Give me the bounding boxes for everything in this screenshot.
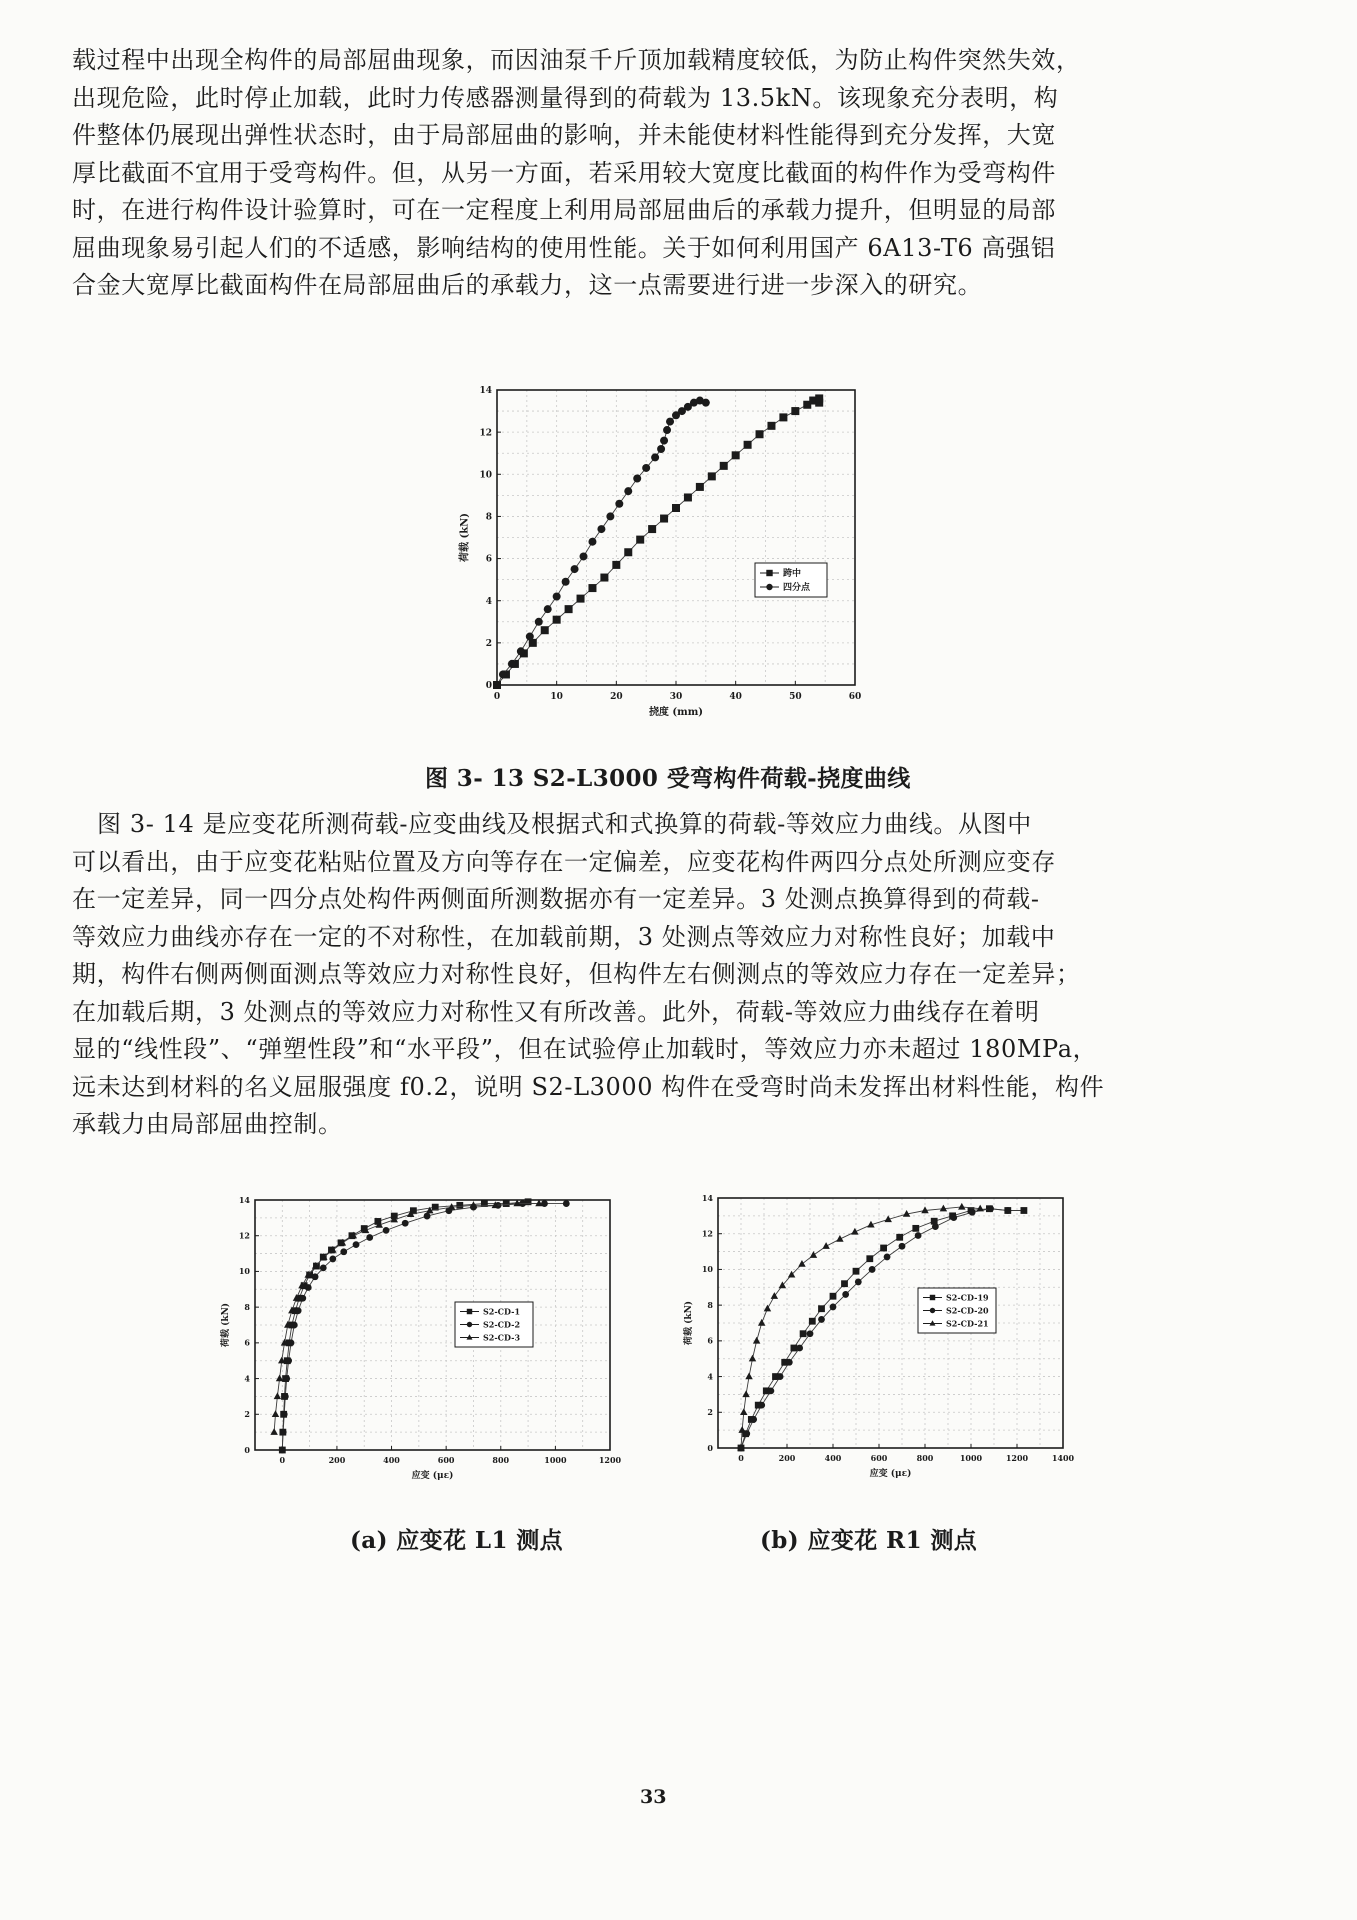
- text-line: 出现危险，此时停止加载，此时力传感器测量得到的荷载为 13.5kN。该现象充分表明，构: [72, 83, 1059, 112]
- y-tick-label: 14: [479, 386, 492, 397]
- data-point: [791, 407, 799, 415]
- data-point: [565, 605, 573, 613]
- legend: [455, 1302, 533, 1347]
- legend-marker: [467, 1322, 472, 1327]
- y-tick-label: 10: [701, 1264, 713, 1275]
- data-point: [745, 1372, 752, 1379]
- data-point: [657, 445, 665, 453]
- data-point: [553, 616, 561, 624]
- legend-label: S2-CD-20: [946, 1305, 989, 1316]
- data-point: [836, 1235, 843, 1242]
- data-point: [651, 453, 659, 461]
- y-axis-label: 荷载 (kN): [684, 1300, 695, 1346]
- data-point: [666, 418, 674, 426]
- data-point: [305, 1284, 312, 1291]
- data-point: [732, 451, 740, 459]
- data-point: [642, 464, 650, 472]
- data-point: [281, 1411, 288, 1418]
- data-point: [866, 1255, 873, 1262]
- text-line: 等效应力曲线亦存在一定的不对称性，在加载前期，3 处测点等效应力对称性良好；加载中: [72, 922, 1056, 951]
- x-tick-label: 0: [279, 1455, 286, 1465]
- y-tick-label: 12: [238, 1230, 250, 1241]
- data-point: [767, 422, 775, 430]
- x-axis: [494, 681, 861, 702]
- data-point: [285, 1357, 292, 1364]
- figure-3-14a-caption: (a) 应变花 L1 测点: [350, 1527, 564, 1554]
- data-point: [526, 633, 534, 641]
- y-tick-label: 4: [707, 1371, 713, 1382]
- y-tick-label: 14: [701, 1192, 713, 1203]
- data-point: [753, 1337, 760, 1344]
- y-tick-label: 12: [701, 1228, 713, 1239]
- figure-3-13-chart: [440, 380, 910, 735]
- data-point: [615, 500, 623, 508]
- data-point: [798, 1260, 805, 1267]
- data-point: [541, 626, 549, 634]
- data-point: [810, 1251, 817, 1258]
- data-point: [758, 1402, 765, 1409]
- data-point: [571, 565, 579, 573]
- text-line: 可以看出，由于应变花粘贴位置及方向等存在一定偏差，应变花构件两四分点处所测应变存: [72, 847, 1056, 876]
- y-tick-label: 0: [707, 1442, 713, 1453]
- x-tick-label: 50: [789, 692, 802, 702]
- data-point: [899, 1243, 906, 1250]
- data-point: [279, 1447, 286, 1454]
- data-point: [777, 1373, 784, 1380]
- data-point: [672, 504, 680, 512]
- legend: [918, 1288, 996, 1333]
- data-point: [288, 1339, 295, 1346]
- data-point: [987, 1205, 994, 1212]
- x-tick-label: 800: [916, 1453, 934, 1463]
- body-paragraph-1: [72, 42, 1190, 305]
- data-point: [535, 618, 543, 626]
- x-tick-label: 20: [610, 692, 623, 702]
- data-point: [768, 1387, 775, 1394]
- x-tick-label: 600: [437, 1455, 455, 1465]
- text-line: 屈曲现象易引起人们的不适感，影响结构的使用性能。关于如何利用国产 6A13-T6 高强铝: [72, 233, 1056, 262]
- figure-3-13-caption: 图 3- 13 S2-L3000 受弯构件荷载-挠度曲线: [425, 765, 911, 792]
- series-line: [497, 398, 819, 685]
- data-point: [915, 1232, 922, 1239]
- data-point: [624, 548, 632, 556]
- legend: [755, 563, 827, 597]
- data-point: [969, 1209, 976, 1216]
- data-point: [1021, 1207, 1028, 1214]
- legend-label: 跨中: [783, 569, 802, 580]
- y-tick-label: 6: [707, 1335, 713, 1346]
- legend-label: S2-CD-2: [483, 1319, 521, 1330]
- legend-marker: [467, 1309, 472, 1314]
- y-tick-label: 0: [485, 681, 492, 692]
- data-point: [270, 1428, 277, 1435]
- data-point: [702, 399, 710, 407]
- data-point: [580, 552, 588, 560]
- y-axis-label: 荷载 (kN): [459, 512, 471, 563]
- y-tick-label: 6: [485, 554, 492, 565]
- text-line: 承载力由局部屈曲控制。: [72, 1110, 343, 1138]
- x-tick-label: 600: [870, 1453, 888, 1463]
- page-number: 33: [640, 1786, 667, 1808]
- x-tick-label: 1000: [959, 1453, 983, 1463]
- data-point: [764, 1305, 771, 1312]
- data-point: [830, 1293, 837, 1300]
- legend-label: S2-CD-21: [946, 1318, 989, 1329]
- y-tick-label: 6: [244, 1337, 250, 1348]
- y-tick-label: 2: [244, 1409, 250, 1420]
- text-line: 件整体仍展现出弹性状态时，由于局部屈曲的影响，并未能使材料性能得到充分发挥，大宽: [72, 121, 1056, 149]
- x-tick-label: 60: [848, 692, 862, 702]
- data-point: [597, 525, 605, 533]
- data-point: [742, 1390, 749, 1397]
- data-point: [822, 1242, 829, 1249]
- x-tick-label: 1200: [598, 1455, 622, 1465]
- x-tick-label: 1200: [1005, 1453, 1029, 1463]
- data-point: [503, 1200, 510, 1207]
- x-axis: [738, 1444, 1074, 1463]
- x-axis-label: 应变 (με): [869, 1469, 912, 1479]
- data-point: [340, 1248, 347, 1255]
- data-point: [950, 1214, 957, 1221]
- data-point: [800, 1330, 807, 1337]
- x-tick-label: 800: [492, 1455, 510, 1465]
- x-tick-label: 40: [729, 692, 742, 702]
- data-point: [624, 487, 632, 495]
- data-point: [853, 1268, 860, 1275]
- data-point: [749, 1355, 756, 1362]
- data-point: [588, 584, 596, 592]
- legend-label: S2-CD-19: [946, 1292, 989, 1303]
- x-tick-label: 10: [550, 692, 563, 702]
- y-tick-label: 8: [485, 512, 492, 523]
- text-line: 图 3- 14 是应变花所测荷载-应变曲线及根据式和式换算的荷载-等效应力曲线。从图中: [97, 810, 1032, 838]
- text-line: 远未达到材料的名义屈服强度 f0.2，说明 S2-L3000 构件在受弯时尚未发挥出材料性能，构件: [72, 1072, 1105, 1101]
- data-point: [299, 1295, 306, 1302]
- data-point: [563, 1200, 570, 1207]
- y-tick-label: 4: [485, 596, 492, 607]
- series-line: [497, 401, 706, 685]
- x-tick-label: 200: [328, 1455, 346, 1465]
- data-point: [738, 1426, 745, 1433]
- data-point: [456, 1202, 463, 1209]
- data-point: [720, 462, 728, 470]
- series-2: [493, 397, 710, 689]
- data-point: [841, 1280, 848, 1287]
- figure-3-14b-chart: [680, 1188, 1080, 1488]
- y-tick-label: 0: [244, 1444, 250, 1455]
- data-point: [884, 1254, 891, 1261]
- data-point: [612, 561, 620, 569]
- data-point: [508, 660, 516, 668]
- x-tick-label: 30: [669, 692, 683, 702]
- y-tick-label: 8: [244, 1301, 250, 1312]
- data-point: [499, 670, 507, 678]
- data-point: [932, 1223, 939, 1230]
- grid-lines: [255, 1200, 610, 1450]
- x-axis-label: 应变 (με): [411, 1471, 454, 1481]
- data-point: [786, 1359, 793, 1366]
- data-point: [517, 647, 525, 655]
- data-point: [600, 574, 608, 582]
- y-axis-label: 荷载 (kN): [221, 1302, 232, 1348]
- text-line: 在加载后期，3 处测点的等效应力对称性又有所改善。此外，荷载-等效应力曲线存在着明: [72, 997, 1040, 1026]
- data-point: [588, 538, 596, 546]
- y-tick-label: 10: [479, 470, 492, 481]
- data-point: [809, 1318, 816, 1325]
- text-line: 厚比截面不宜用于受弯构件。但，从另一方面，若采用较大宽度比截面的构件作为受弯构件: [72, 158, 1056, 187]
- y-tick-label: 4: [244, 1373, 250, 1384]
- data-point: [818, 1305, 825, 1312]
- x-tick-label: 400: [383, 1455, 400, 1465]
- data-point: [493, 681, 501, 689]
- data-point: [779, 413, 787, 421]
- data-point: [295, 1307, 302, 1314]
- data-point: [896, 1234, 903, 1241]
- x-tick-label: 1400: [1051, 1453, 1075, 1463]
- text-line: 显的“线性段”、“弹塑性段”和“水平段”，但在试验停止加载时，等效应力亦未超过 180MPa，: [72, 1035, 1098, 1063]
- legend-marker: [766, 584, 772, 590]
- data-point: [366, 1234, 373, 1241]
- x-axis-label: 挠度 (mm): [648, 707, 704, 718]
- text-line: 期，构件右侧两侧面测点等效应力对称性良好，但构件左右侧测点的等效应力存在一定差异；: [72, 960, 1081, 988]
- data-point: [424, 1213, 431, 1220]
- legend-marker: [930, 1308, 935, 1313]
- data-point: [633, 475, 641, 483]
- grid-lines: [718, 1198, 1063, 1448]
- data-point: [648, 525, 656, 533]
- data-point: [696, 483, 704, 491]
- data-point: [577, 595, 585, 603]
- legend-marker: [930, 1295, 935, 1300]
- x-tick-label: 200: [778, 1453, 796, 1463]
- data-point: [756, 430, 764, 438]
- data-point: [274, 1392, 281, 1399]
- data-point: [1004, 1207, 1011, 1214]
- legend-label: 四分点: [783, 583, 811, 594]
- text-line: 时，在进行构件设计验算时，可在一定程度上利用局部屈曲后的承载力提升，但明显的局部: [72, 196, 1056, 224]
- x-axis: [280, 1446, 622, 1465]
- data-point: [842, 1291, 849, 1298]
- figure-3-14a-chart: [215, 1190, 635, 1490]
- text-line: 载过程中出现全构件的局部屈曲现象，而因油泵千斤顶加载精度较低，为防止构件突然失效，: [72, 46, 1081, 74]
- data-point: [660, 437, 668, 445]
- data-point: [280, 1429, 287, 1436]
- data-point: [402, 1220, 409, 1227]
- data-point: [807, 1330, 814, 1337]
- data-point: [312, 1273, 319, 1280]
- data-point: [553, 593, 561, 601]
- data-point: [320, 1264, 327, 1271]
- grid-lines: [497, 390, 855, 685]
- figure-3-14b-caption: (b) 应变花 R1 测点: [760, 1527, 978, 1554]
- data-point: [708, 472, 716, 480]
- data-point: [855, 1279, 862, 1286]
- legend-label: S2-CD-1: [483, 1306, 521, 1317]
- y-tick-label: 10: [238, 1266, 250, 1277]
- data-point: [329, 1256, 336, 1263]
- data-point: [283, 1375, 290, 1382]
- data-point: [830, 1304, 837, 1311]
- data-point: [291, 1322, 298, 1329]
- x-tick-label: 1000: [544, 1455, 567, 1465]
- y-tick-label: 12: [479, 428, 492, 439]
- data-point: [606, 512, 614, 520]
- y-tick-label: 2: [485, 639, 492, 650]
- data-point: [750, 1416, 757, 1423]
- data-point: [660, 515, 668, 523]
- y-tick-label: 8: [707, 1299, 713, 1310]
- data-point: [744, 441, 752, 449]
- data-point: [282, 1393, 289, 1400]
- data-point: [958, 1203, 965, 1210]
- data-point: [869, 1266, 876, 1273]
- data-point: [663, 426, 671, 434]
- x-tick-label: 400: [824, 1453, 842, 1463]
- x-tick-label: 0: [493, 692, 501, 702]
- text-line: 在一定差异，同一四分点处构件两侧面所测数据亦有一定差异。3 处测点换算得到的荷载-: [72, 885, 1040, 913]
- text-line: 合金大宽厚比截面构件在局部屈曲后的承载力，这一点需要进行进一步深入的研究。: [72, 271, 983, 299]
- data-point: [815, 394, 823, 402]
- y-tick-label: 2: [707, 1407, 713, 1418]
- data-point: [796, 1345, 803, 1352]
- data-point: [684, 493, 692, 501]
- data-point: [544, 605, 552, 613]
- legend-label: S2-CD-3: [483, 1332, 521, 1343]
- body-paragraph-2: [72, 806, 1190, 1144]
- data-point: [636, 536, 644, 544]
- data-point: [383, 1227, 390, 1234]
- legend-marker: [766, 570, 772, 576]
- data-point: [353, 1241, 360, 1248]
- y-tick-label: 14: [238, 1194, 250, 1205]
- data-point: [818, 1316, 825, 1323]
- data-point: [272, 1410, 279, 1417]
- x-tick-label: 0: [738, 1453, 744, 1463]
- data-point: [880, 1245, 887, 1252]
- data-point: [912, 1225, 919, 1232]
- series-1: [493, 394, 823, 689]
- data-point: [562, 578, 570, 586]
